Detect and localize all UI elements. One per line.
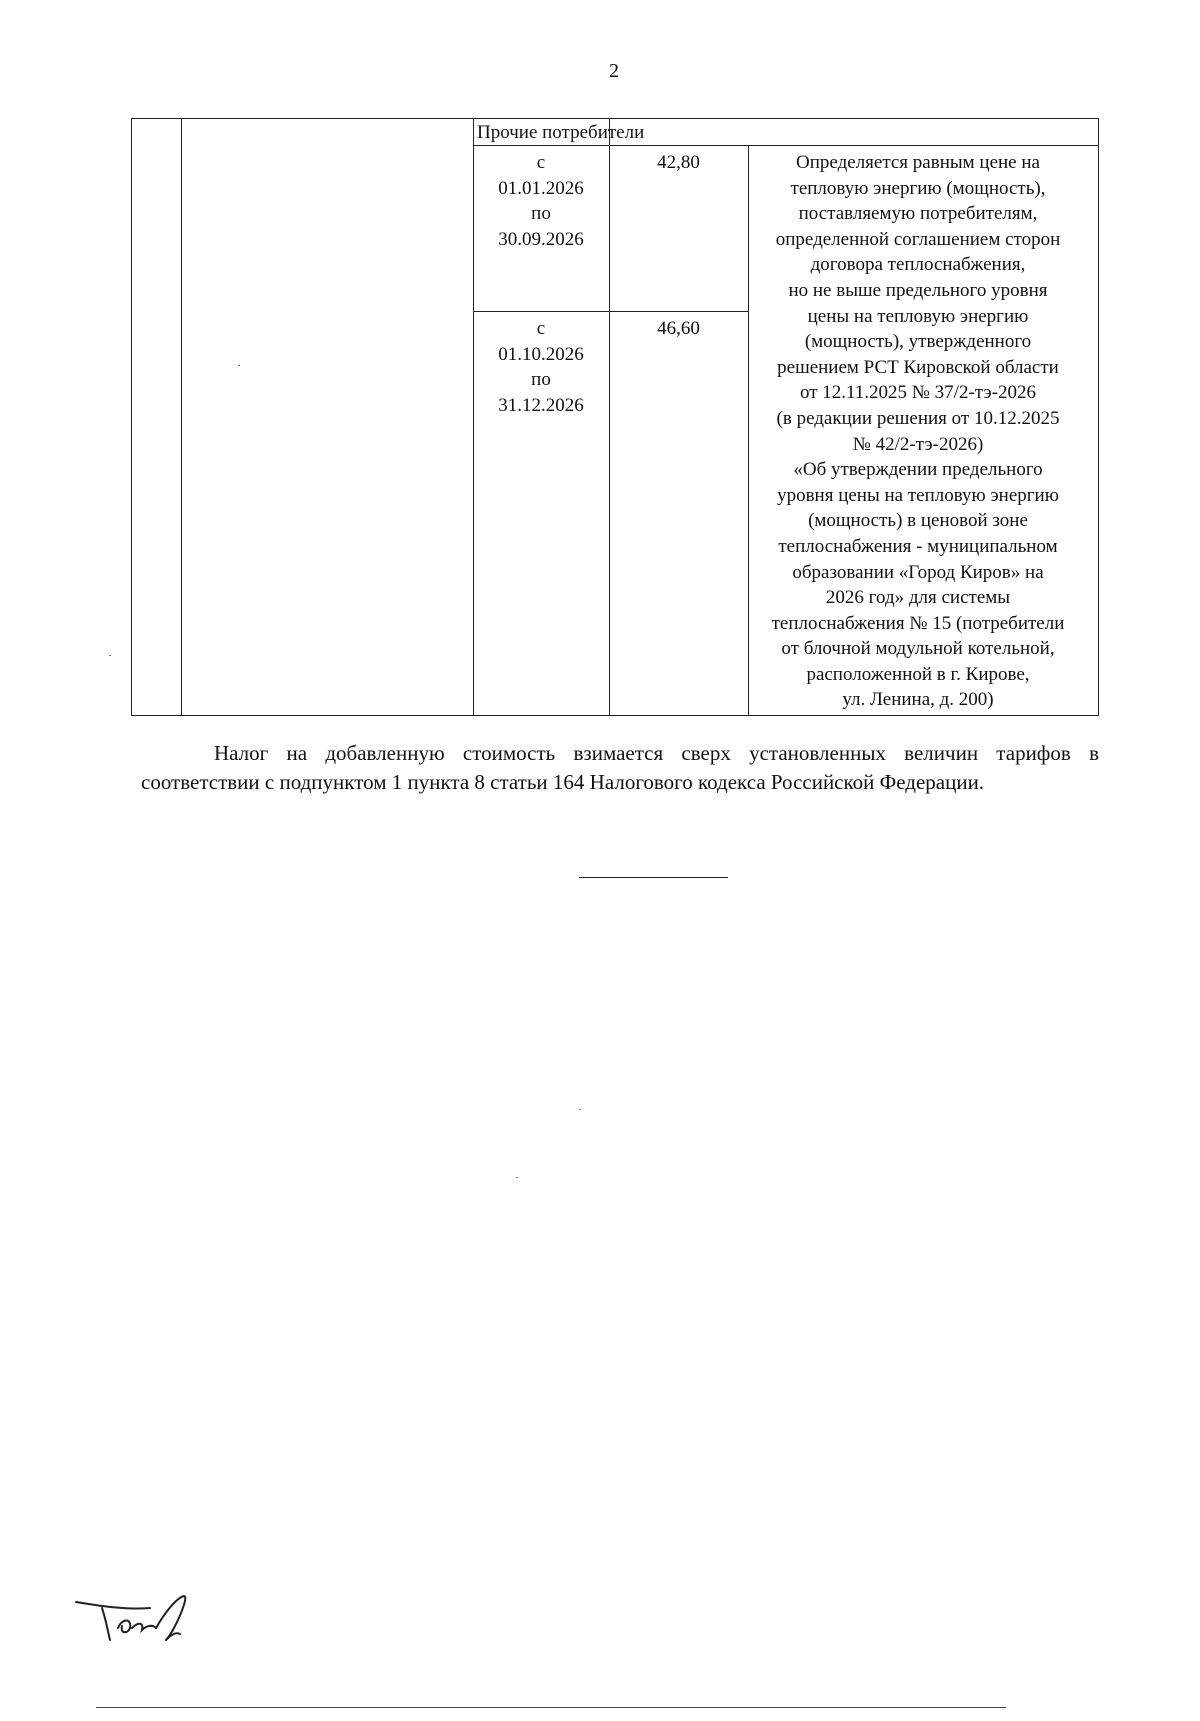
scan-speck — [109, 655, 111, 656]
consumer-group-header: Прочие потребители — [477, 122, 645, 143]
tariff-table — [131, 118, 1099, 716]
note-line: поставляемую потребителям, — [798, 203, 1038, 225]
note-line: 2026 год» для системы — [825, 587, 1011, 609]
scan-speck — [579, 1109, 581, 1110]
price-cell: 42,80 — [657, 152, 700, 173]
note-line: теплоснабжения - муниципальном — [778, 535, 1058, 557]
note-line: (мощность), утвержденного — [804, 331, 1032, 353]
table-row-rule — [473, 311, 749, 312]
period-line: 01.10.2026 — [498, 343, 584, 365]
period-cell — [473, 316, 609, 418]
note-line: цены на тепловую энергию — [807, 305, 1029, 327]
period-line: 31.12.2026 — [498, 394, 584, 416]
note-line: ул. Ленина, д. 200) — [842, 689, 994, 711]
note-line: от блочной модульной котельной, — [781, 638, 1055, 660]
table-column-divider — [181, 118, 182, 716]
period-line: с — [536, 152, 546, 173]
note-line: Определяется равным цене на — [796, 152, 1040, 173]
table-column-divider — [609, 118, 610, 716]
note-line: № 42/2-тэ-2026) — [852, 433, 984, 455]
table-border-right — [1098, 118, 1099, 716]
note-line: образовании «Город Киров» на — [792, 561, 1044, 583]
note-line: но не выше предельного уровня — [788, 279, 1048, 301]
note-line: определенной соглашением сторон — [775, 228, 1061, 250]
scan-speck — [516, 1177, 518, 1178]
page-bottom-rule — [96, 1707, 1006, 1708]
note-line: от 12.11.2025 № 37/2-тэ-2026 — [799, 382, 1037, 404]
vat-note-paragraph: Налог на добавленную стоимость взимается сверх установленных величин тарифов в соответствии с подпунктом 1 пункта 8 статьи 164 Налогового кодекса Российской Федерации. — [141, 741, 1099, 794]
handwritten-signature — [72, 1588, 202, 1648]
table-border-top — [131, 118, 1099, 119]
period-line: по — [531, 369, 551, 391]
page-number: 2 — [609, 60, 619, 82]
period-line: с — [536, 318, 546, 339]
note-line: уровня цены на тепловую энергию — [777, 484, 1059, 506]
note-line: тепловую энергию (мощность), — [790, 177, 1046, 199]
period-cell — [473, 150, 609, 252]
price-note-cell — [740, 150, 1096, 713]
end-of-document-rule — [579, 877, 728, 878]
note-line: договора теплоснабжения, — [810, 254, 1026, 276]
period-line: 30.09.2026 — [498, 228, 584, 250]
scan-speck — [238, 365, 240, 366]
table-border-bottom — [131, 715, 1099, 716]
note-line: теплоснабжения № 15 (потребители — [771, 612, 1065, 634]
note-line: (мощность) в ценовой зоне — [808, 510, 1028, 532]
note-line: решением РСТ Кировской области — [777, 356, 1059, 378]
table-border-left — [131, 118, 132, 716]
note-line: (в редакции решения от 10.12.2025 — [776, 407, 1060, 429]
period-line: 01.01.2026 — [498, 177, 584, 199]
period-line: по — [531, 203, 551, 225]
price-cell: 46,60 — [657, 318, 700, 339]
note-line: расположенной в г. Кирове, — [806, 663, 1030, 685]
note-line: «Об утверждении предельного — [793, 459, 1043, 481]
